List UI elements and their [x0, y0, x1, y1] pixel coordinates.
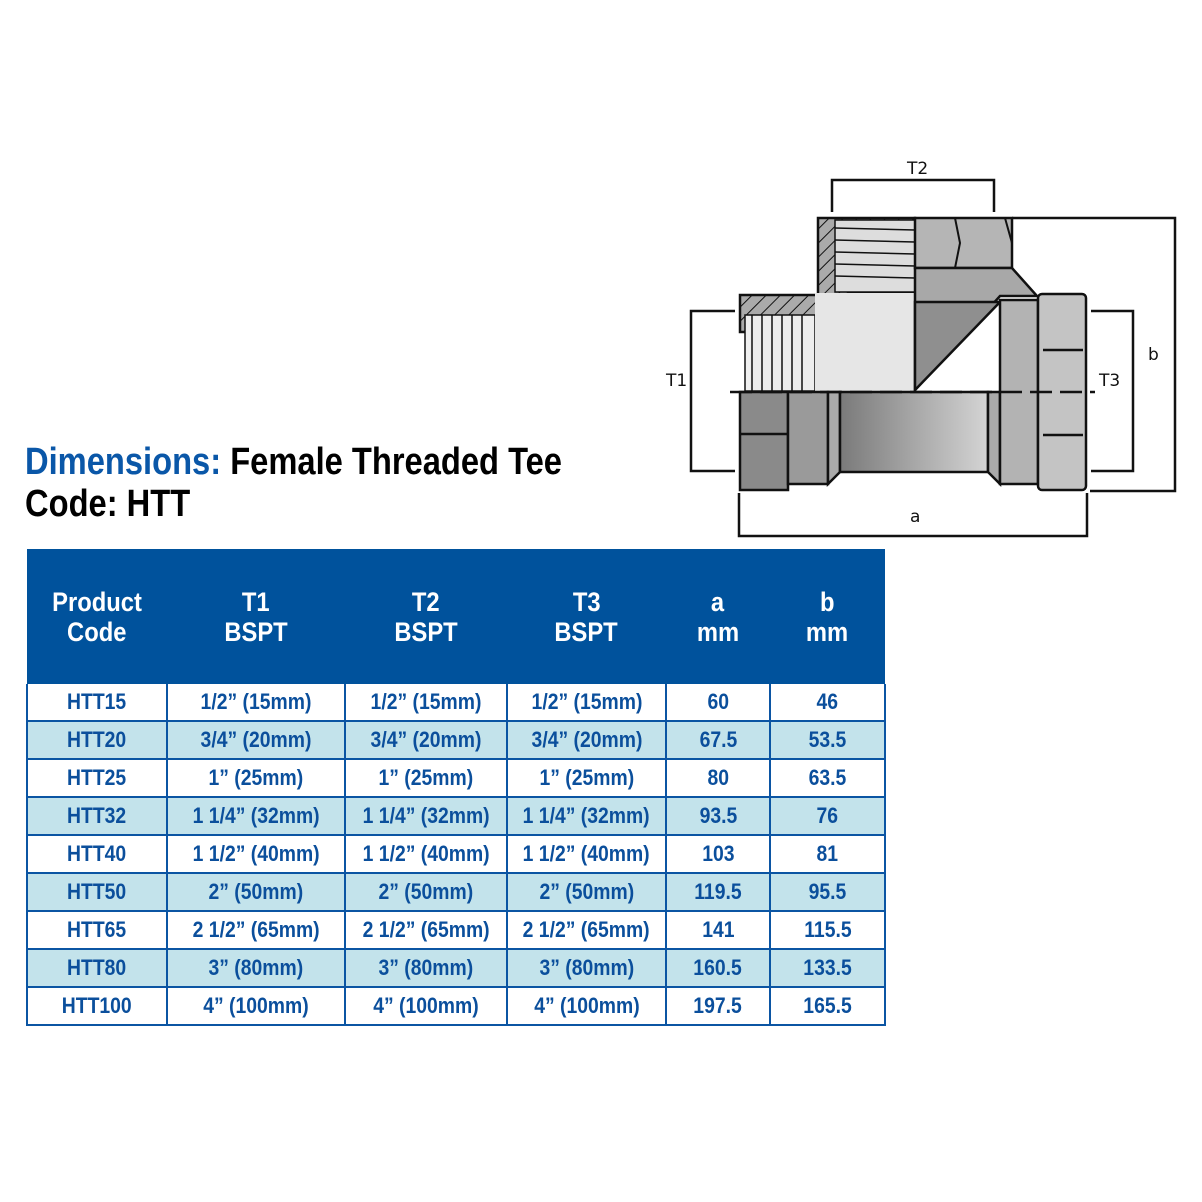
header-line-1: T1: [242, 586, 270, 617]
cell-value: 46: [816, 689, 839, 714]
a-label: a: [910, 507, 921, 527]
table-row: [27, 684, 885, 721]
table-cell: [666, 873, 770, 911]
table-cell: [507, 759, 666, 797]
table-row: [27, 759, 885, 797]
table-cell: [507, 684, 666, 721]
cell-value: HTT50: [67, 879, 127, 904]
table-cell: [167, 684, 345, 721]
table-cell: [345, 911, 507, 949]
cell-value: 3/4” (20mm): [200, 727, 312, 752]
cell-value: 4” (100mm): [203, 993, 309, 1018]
table-cell: [666, 721, 770, 759]
table-cell: [770, 684, 885, 721]
cell-value: 133.5: [803, 955, 852, 980]
cell-value: 93.5: [699, 803, 737, 828]
cell-value: 1 1/2” (40mm): [362, 841, 490, 866]
table-cell: [507, 911, 666, 949]
cell-value: 2” (50mm): [208, 879, 304, 904]
table-cell: [345, 987, 507, 1025]
table-cell: [770, 911, 885, 949]
title-prefix: Dimensions:: [25, 441, 222, 483]
header-line-1: T2: [412, 586, 440, 617]
table-cell: [770, 797, 885, 835]
product-code-line: Code: HTT: [25, 483, 191, 525]
column-header: [507, 549, 666, 684]
cell-value: 81: [816, 841, 839, 866]
table-cell: [167, 987, 345, 1025]
table-cell: [167, 759, 345, 797]
table-cell: [167, 911, 345, 949]
cell-value: HTT20: [67, 727, 127, 752]
cell-value: 1 1/4” (32mm): [362, 803, 490, 828]
header-line-2: BSPT: [394, 616, 458, 647]
table-cell: [507, 987, 666, 1025]
cell-value: 3/4” (20mm): [531, 727, 642, 752]
cell-value: HTT25: [67, 765, 127, 790]
cell-value: 67.5: [699, 727, 737, 752]
cell-value: 160.5: [693, 955, 743, 980]
cell-value: HTT15: [67, 689, 127, 714]
header-line-1: Product: [52, 586, 142, 617]
cell-value: 63.5: [808, 765, 847, 790]
cell-value: 3” (80mm): [539, 955, 634, 980]
cell-value: 197.5: [693, 993, 743, 1018]
title-name: Female Threaded Tee: [230, 441, 562, 483]
cell-value: 2 1/2” (65mm): [362, 917, 490, 942]
column-header: [167, 549, 345, 684]
table-cell: [666, 949, 770, 987]
table-cell: [507, 949, 666, 987]
table-cell: [167, 797, 345, 835]
table-cell: [27, 987, 167, 1025]
header-line-1: a: [711, 586, 725, 617]
cell-value: 1 1/2” (40mm): [523, 841, 650, 866]
cell-value: 2 1/2” (65mm): [523, 917, 650, 942]
cell-value: 1/2” (15mm): [200, 689, 312, 714]
table-cell: [666, 759, 770, 797]
table-cell: [167, 949, 345, 987]
table-cell: [770, 759, 885, 797]
table-row: [27, 911, 885, 949]
table-cell: [345, 684, 507, 721]
cell-value: HTT100: [62, 993, 132, 1018]
table-cell: [507, 873, 666, 911]
table-cell: [345, 759, 507, 797]
table-row: [27, 835, 885, 873]
table-cell: [167, 873, 345, 911]
table-cell: [345, 835, 507, 873]
cell-value: 80: [707, 765, 729, 790]
table-cell: [770, 987, 885, 1025]
table-row: [27, 797, 885, 835]
t2-label: T2: [907, 159, 929, 179]
table-row: [27, 949, 885, 987]
column-header: [666, 549, 770, 684]
table-row: [27, 873, 885, 911]
cell-value: 4” (100mm): [373, 993, 479, 1018]
table-cell: [666, 797, 770, 835]
cell-value: 1 1/4” (32mm): [192, 803, 320, 828]
table-cell: [507, 835, 666, 873]
cell-value: 95.5: [808, 879, 847, 904]
table-cell: [27, 759, 167, 797]
cell-value: 165.5: [803, 993, 852, 1018]
table-cell: [666, 684, 770, 721]
cell-value: 60: [707, 689, 729, 714]
header-line-2: BSPT: [224, 616, 288, 647]
cell-value: 1/2” (15mm): [370, 689, 482, 714]
table-row: [27, 721, 885, 759]
table-cell: [345, 949, 507, 987]
cell-value: 1/2” (15mm): [531, 689, 642, 714]
table-cell: [666, 911, 770, 949]
cell-value: 119.5: [694, 879, 742, 904]
cell-value: 3” (80mm): [208, 955, 304, 980]
t3-label: T3: [1099, 371, 1121, 391]
cell-value: 1 1/2” (40mm): [192, 841, 320, 866]
cell-value: 141: [701, 917, 735, 942]
table-cell: [27, 949, 167, 987]
cell-value: HTT40: [67, 841, 127, 866]
cell-value: 2 1/2” (65mm): [192, 917, 320, 942]
cell-value: 103: [701, 841, 735, 866]
table-cell: [27, 911, 167, 949]
table-cell: [770, 949, 885, 987]
cell-value: 76: [816, 803, 839, 828]
table-cell: [666, 987, 770, 1025]
table-cell: [770, 835, 885, 873]
cell-value: HTT80: [67, 955, 127, 980]
table-cell: [27, 684, 167, 721]
t1-label: T1: [666, 371, 688, 391]
header-line-2: Code: [67, 616, 127, 647]
cell-value: HTT65: [67, 917, 127, 942]
dimensions-table: [26, 549, 886, 1026]
header-line-2: BSPT: [554, 616, 619, 647]
table-cell: [666, 835, 770, 873]
cell-value: HTT32: [67, 803, 127, 828]
header-line-2: mm: [806, 616, 849, 647]
page-title: [25, 441, 562, 525]
table-cell: [345, 873, 507, 911]
cell-value: 1” (25mm): [378, 765, 474, 790]
table-cell: [770, 721, 885, 759]
cell-value: 115.5: [803, 917, 852, 942]
header-line-1: b: [820, 586, 835, 617]
header-line-2: mm: [696, 616, 740, 647]
table-cell: [167, 721, 345, 759]
cell-value: 1 1/4” (32mm): [523, 803, 650, 828]
table-row: [27, 987, 885, 1025]
cell-value: 53.5: [808, 727, 847, 752]
column-header: [770, 549, 885, 684]
cell-value: 1” (25mm): [539, 765, 634, 790]
b-label: b: [1148, 345, 1159, 365]
cell-value: 2” (50mm): [378, 879, 474, 904]
tee-fitting-diagram: [650, 150, 1200, 550]
tee-body: [730, 218, 1095, 490]
cell-value: 3” (80mm): [378, 955, 474, 980]
table-cell: [345, 721, 507, 759]
cell-value: 3/4” (20mm): [370, 727, 482, 752]
table-cell: [770, 873, 885, 911]
table-cell: [27, 873, 167, 911]
cell-value: 4” (100mm): [533, 993, 640, 1018]
table-cell: [345, 797, 507, 835]
table-cell: [507, 721, 666, 759]
table-cell: [27, 797, 167, 835]
column-header: [27, 549, 167, 684]
header-line-1: T3: [572, 586, 601, 617]
cell-value: 2” (50mm): [539, 879, 634, 904]
cell-value: 1” (25mm): [208, 765, 304, 790]
table-cell: [27, 721, 167, 759]
table-cell: [167, 835, 345, 873]
table-cell: [27, 835, 167, 873]
column-header: [345, 549, 507, 684]
table-cell: [507, 797, 666, 835]
